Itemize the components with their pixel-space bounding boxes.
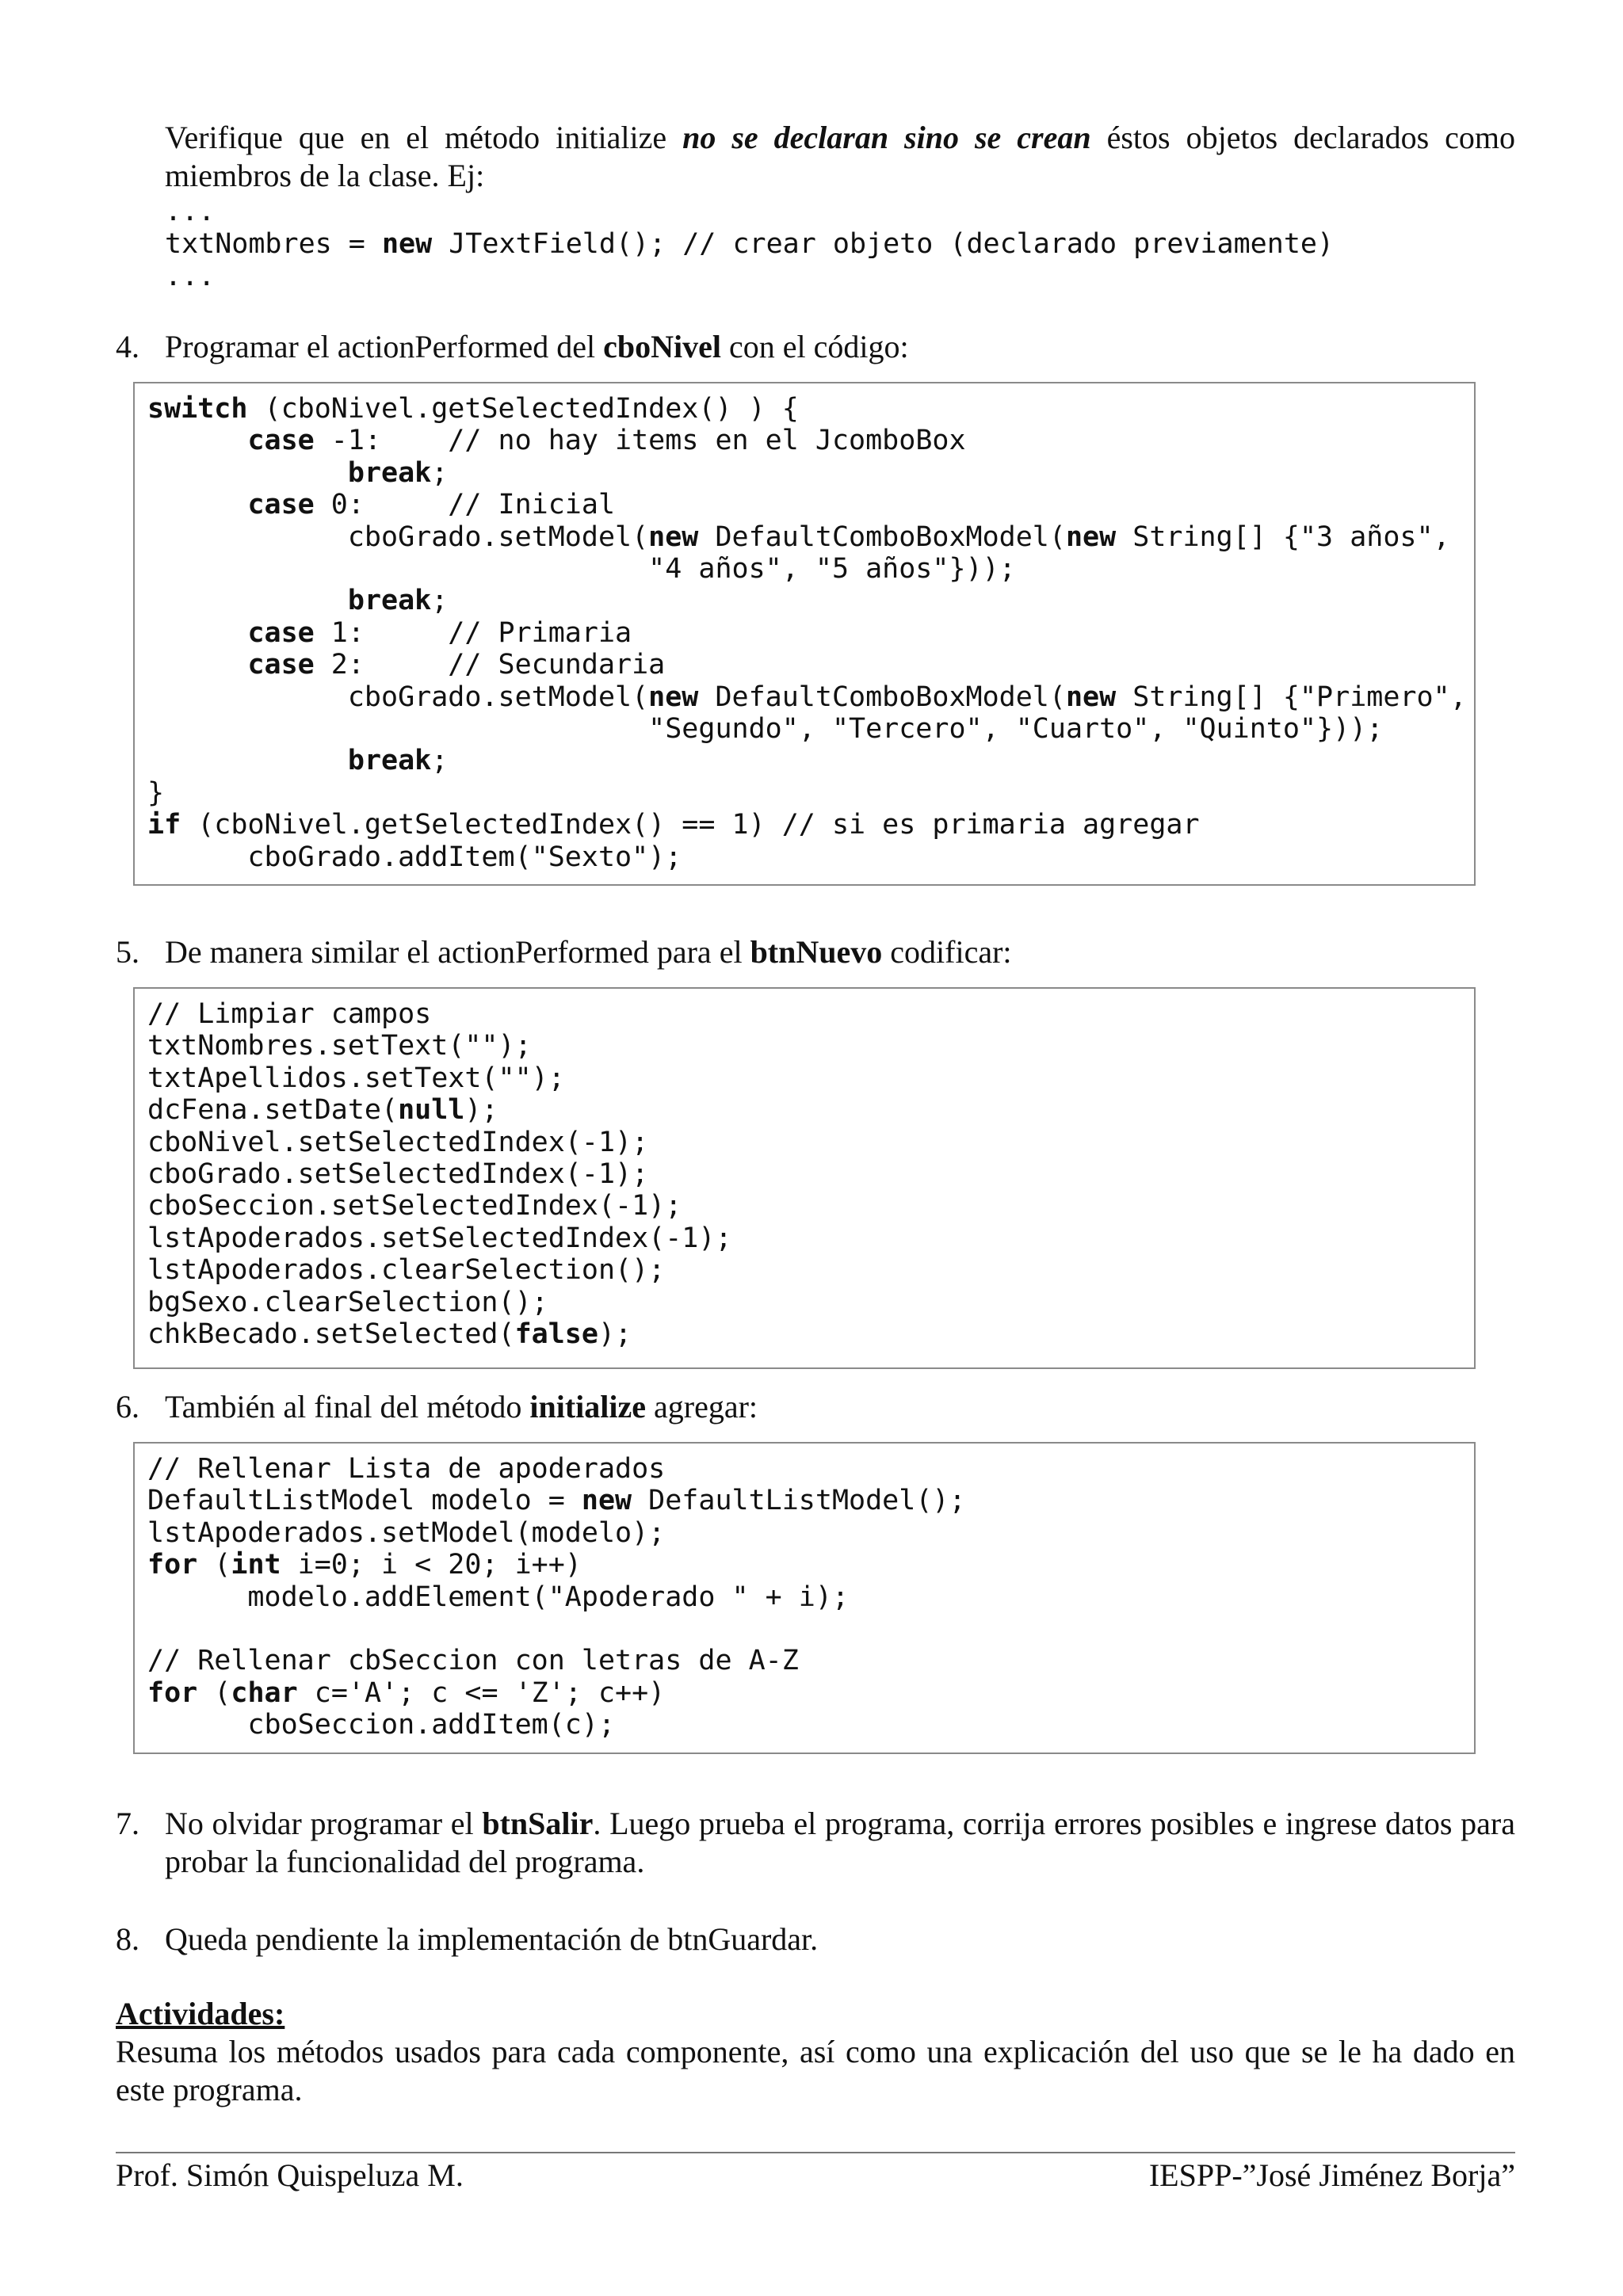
code-line: lstApoderados.clearSelection();	[147, 1254, 666, 1287]
step-4-text-before: Programar el actionPerformed del	[165, 329, 604, 364]
step-4-number: 4.	[116, 329, 139, 364]
code-keyword: new	[1065, 521, 1117, 553]
code-line: cboSeccion.addItem(c);	[147, 1709, 616, 1741]
footer-author: Prof. Simón Quispeluza M.	[116, 2157, 464, 2193]
code-line: case 2: // Secundaria	[247, 649, 666, 681]
code-keyword: case	[247, 616, 315, 649]
code-line: break;	[347, 745, 449, 777]
step-7-bold: btnSalir	[482, 1806, 594, 1841]
code-line: }	[147, 776, 165, 809]
code-keyword: for	[147, 1676, 198, 1709]
code-keyword: new	[648, 681, 699, 713]
step-7-number: 7.	[116, 1806, 139, 1841]
step-5-text-after: codificar:	[882, 934, 1012, 970]
intro-code-line2-post: JTextField(); // crear objeto (declarado previamente)	[432, 228, 1335, 260]
code-line: // Rellenar Lista de apoderados	[147, 1453, 666, 1485]
code-keyword: break	[347, 585, 432, 617]
code-keyword: case	[247, 425, 315, 457]
step-4	[116, 328, 1515, 366]
code-line: // Limpiar campos	[147, 998, 432, 1030]
code-line: case 1: // Primaria	[247, 616, 632, 649]
step-5-text-before: De manera similar el actionPerformed para el	[165, 934, 750, 970]
code-line: // Rellenar cbSeccion con letras de A-Z	[147, 1645, 799, 1677]
code-block-btnnuevo	[133, 987, 1476, 1369]
code-keyword: false	[514, 1318, 598, 1351]
intro-code-line1: ...	[165, 196, 216, 227]
code-line: break;	[347, 585, 449, 617]
code-line: case 0: // Inicial	[247, 489, 616, 521]
intro-code-line2-pre: txtNombres =	[165, 228, 382, 260]
code-keyword: new	[648, 521, 699, 553]
code-line: "4 años", "5 años"}));	[147, 553, 1016, 585]
step-7-text-before: No olvidar programar el	[165, 1806, 483, 1841]
code-line: if (cboNivel.getSelectedIndex() == 1) // si es primaria agregar	[147, 809, 1200, 841]
step-4-bold: cboNivel	[603, 329, 721, 364]
code-line: cboNivel.setSelectedIndex(-1);	[147, 1126, 649, 1158]
code-line: switch (cboNivel.getSelectedIndex() ) {	[147, 393, 799, 425]
code-line: case -1: // no hay items en el JcomboBox	[247, 425, 966, 457]
intro-text-before: Verifique que en el método initialize	[165, 120, 683, 155]
step-7	[116, 1805, 1515, 1881]
step-5-bold: btnNuevo	[750, 934, 883, 970]
code-line: dcFena.setDate(null);	[147, 1094, 498, 1127]
step-6-text-after: agregar:	[646, 1389, 758, 1425]
code-keyword: switch	[147, 393, 248, 425]
code-line: modelo.addElement("Apoderado " + i);	[147, 1581, 850, 1613]
code-line: cboGrado.setModel(new DefaultComboBoxModel(new String[] {"3 años",	[147, 521, 1450, 553]
intro-emphasis: no se declaran sino se crean	[682, 120, 1091, 155]
step-4-text-after: con el código:	[721, 329, 909, 364]
code-line: chkBecado.setSelected(false);	[147, 1318, 632, 1351]
code-line: cboGrado.setModel(new DefaultComboBoxModel(new String[] {"Primero",	[147, 681, 1467, 713]
code-keyword: int	[231, 1549, 281, 1581]
code-keyword: break	[347, 456, 432, 489]
footer-divider	[116, 2152, 1515, 2153]
step-5	[116, 933, 1515, 971]
code-line: cboSeccion.setSelectedIndex(-1);	[147, 1190, 682, 1222]
intro-code-line3: ...	[165, 261, 216, 292]
step-6-number: 6.	[116, 1389, 139, 1425]
code-line: break;	[347, 456, 449, 489]
step-5-number: 5.	[116, 934, 139, 970]
code-keyword: break	[347, 745, 432, 777]
intro-code-keyword: new	[381, 228, 433, 260]
step-7-text-after: . Luego prueba el programa, corrija errores posibles e ingrese datos para probar la funcionalidad del programa.	[165, 1806, 1515, 1879]
code-keyword: case	[247, 649, 315, 681]
code-line: txtNombres.setText("");	[147, 1030, 532, 1062]
step-8-number: 8.	[116, 1921, 139, 1957]
code-keyword: if	[147, 809, 181, 841]
code-keyword: char	[231, 1676, 298, 1709]
code-line: for (char c='A'; c <= 'Z'; c++)	[147, 1676, 666, 1709]
code-keyword: new	[1065, 681, 1117, 713]
code-line: for (int i=0; i < 20; i++)	[147, 1549, 582, 1581]
activities-text: Resuma los métodos usados para cada componente, así como una explicación del uso que se le ha dado en este programa.	[116, 2034, 1515, 2107]
code-line: bgSexo.clearSelection();	[147, 1286, 548, 1318]
code-line: lstApoderados.setSelectedIndex(-1);	[147, 1222, 732, 1254]
step-8-text: Queda pendiente la implementación de btnGuardar.	[165, 1921, 819, 1957]
code-block-initialize	[133, 1442, 1476, 1754]
step-6-bold: initialize	[529, 1389, 647, 1425]
code-keyword: case	[247, 489, 315, 521]
step-6-text-before: También al final del método	[165, 1389, 530, 1425]
footer-institution: IESPP-”José Jiménez Borja”	[1148, 2157, 1515, 2193]
activities-title: Actividades:	[116, 1996, 285, 2031]
step-6	[116, 1388, 1515, 1426]
code-line: txtApellidos.setText("");	[147, 1062, 565, 1094]
code-line: DefaultListModel modelo = new DefaultListModel();	[147, 1485, 966, 1517]
code-keyword: new	[581, 1485, 632, 1517]
code-line: cboGrado.setSelectedIndex(-1);	[147, 1158, 649, 1191]
code-keyword: null	[398, 1094, 465, 1127]
code-block-cbonivel	[133, 382, 1476, 886]
code-keyword: for	[147, 1549, 198, 1581]
step-8	[116, 1920, 1515, 1958]
code-line: "Segundo", "Tercero", "Cuarto", "Quinto"}));	[147, 713, 1384, 746]
code-line: lstApoderados.setModel(modelo);	[147, 1516, 666, 1549]
intro-code-example	[165, 196, 1334, 293]
code-line: cboGrado.addItem("Sexto");	[147, 841, 682, 873]
intro-paragraph	[165, 119, 1515, 195]
intro-text-after: éstos objetos declarados como miembros de la clase. Ej:	[165, 120, 1516, 193]
